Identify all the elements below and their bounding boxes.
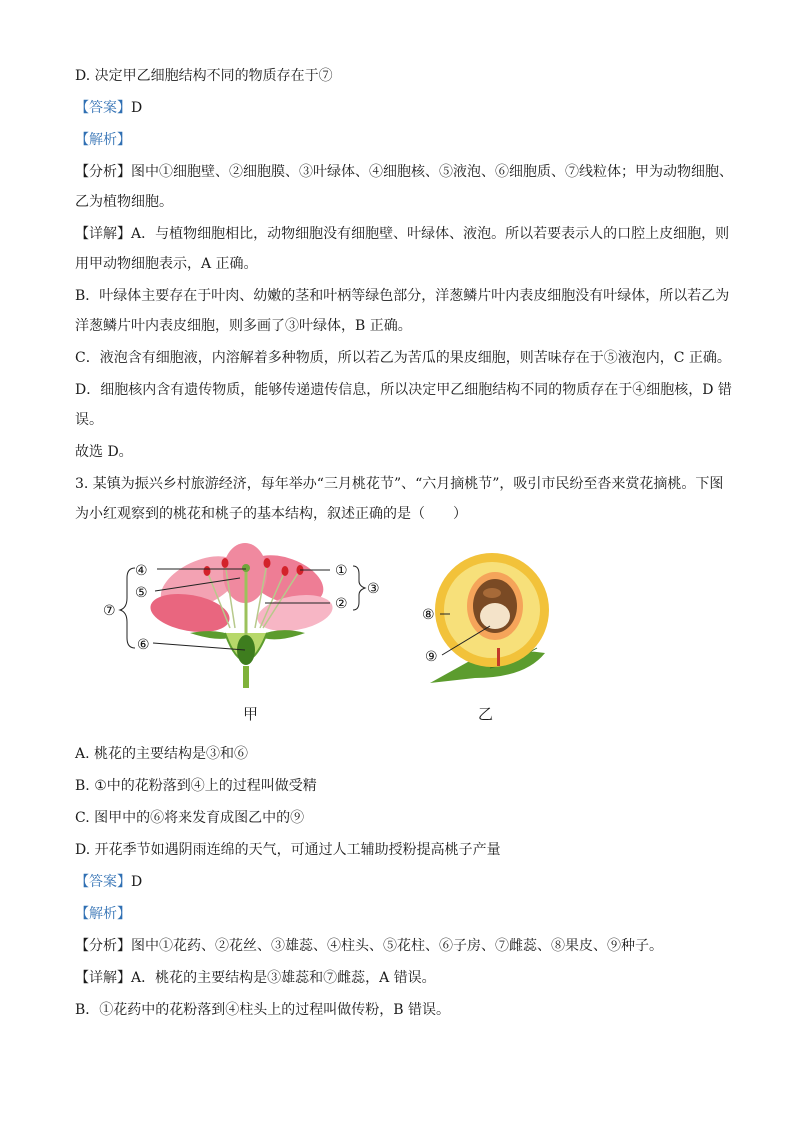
- fenxi-tag: 【分析】: [75, 164, 131, 180]
- q3-stem-1: 3. 某镇为振兴乡村旅游经济，每年举办“三月桃花节”、“六月摘桃节”，吸引市民纷至沓来赏花摘桃。下图: [75, 476, 724, 492]
- prev-xiangjie-b-2: 洋葱鳞片叶内表皮细胞，则多画了③叶绿体，B 正确。: [75, 318, 412, 334]
- q3-figure: [95, 538, 575, 728]
- prev-analysis-tag: 【解析】: [75, 132, 131, 148]
- prev-xiangjie-c: C．液泡含有细胞液，内溶解着多种物质，所以若乙为苦瓜的果皮细胞，则苦味存在于⑤液泡内，C 正确。: [75, 350, 731, 366]
- answer-value: D: [131, 874, 143, 890]
- label-6: ⑥: [137, 637, 150, 653]
- label-4: ④: [135, 563, 148, 579]
- q3-xiangjie-a: [75, 968, 725, 988]
- peach-fruit-illustration: [430, 553, 549, 683]
- q3-option-b: B. ①中的花粉落到④上的过程叫做受精: [75, 778, 317, 794]
- answer-tag: 【答案】: [75, 874, 131, 890]
- label-1: ①: [335, 563, 348, 579]
- prev-xiangjie-a-2: 用甲动物细胞表示，A 正确。: [75, 256, 258, 272]
- prev-fenxi-2: 乙为植物细胞。: [75, 194, 173, 210]
- prev-fenxi-1: [75, 162, 733, 182]
- caption-yi: 乙: [478, 705, 494, 723]
- xiangjie-text: A．与植物细胞相比，动物细胞没有细胞壁、叶绿体、液泡。所以若要表示人的口腔上皮细胞，则: [131, 226, 730, 242]
- q3-option-c: C. 图甲中的⑥将来发育成图乙中的⑨: [75, 810, 305, 826]
- prev-option-d: D. 决定甲乙细胞结构不同的物质存在于⑦: [75, 68, 333, 84]
- label-5: ⑤: [135, 585, 148, 601]
- xiangjie-tag: 【详解】: [75, 970, 131, 986]
- flower-and-peach-diagram: [95, 538, 575, 728]
- prev-xiangjie-b-1: B．叶绿体主要存在于叶肉、幼嫩的茎和叶柄等绿色部分，洋葱鳞片叶内表皮细胞没有叶绿体，所以若乙为: [75, 288, 730, 304]
- xiangjie-tag: 【详解】: [75, 226, 131, 242]
- prev-answer-line: [75, 98, 725, 118]
- label-8: ⑧: [422, 607, 435, 623]
- label-2: ②: [335, 596, 348, 612]
- q3-option-a: A. 桃花的主要结构是③和⑥: [75, 746, 249, 762]
- fenxi-text: 图中①花药、②花丝、③雄蕊、④柱头、⑤花柱、⑥子房、⑦雌蕊、⑧果皮、⑨种子。: [131, 938, 663, 954]
- xiangjie-text: A．桃花的主要结构是③雄蕊和⑦雌蕊，A 错误。: [131, 970, 436, 986]
- prev-xiangjie-a-1: [75, 224, 730, 244]
- q3-stem-2: 为小红观察到的桃花和桃子的基本结构，叙述正确的是（ ）: [75, 506, 467, 522]
- prev-xiangjie-d-1: D．细胞核内含有遗传物质，能够传递遗传信息，所以决定甲乙细胞结构不同的物质存在于④细胞核，D 错: [75, 382, 732, 398]
- q3-analysis-tag: 【解析】: [75, 906, 131, 922]
- fenxi-tag: 【分析】: [75, 938, 131, 954]
- label-3: ③: [367, 581, 380, 597]
- q3-option-d: D. 开花季节如遇阴雨连绵的天气，可通过人工辅助授粉提高桃子产量: [75, 842, 501, 858]
- label-7: ⑦: [103, 603, 116, 619]
- fenxi-text: 图中①细胞壁、②细胞膜、③叶绿体、④细胞核、⑤液泡、⑥细胞质、⑦线粒体；甲为动物细胞、: [131, 164, 733, 180]
- caption-jia: 甲: [243, 705, 259, 723]
- q3-fenxi: [75, 936, 725, 956]
- peach-flower-illustration: [147, 543, 335, 688]
- q3-answer-line: [75, 872, 725, 892]
- prev-xiangjie-d-2: 误。: [75, 412, 103, 428]
- label-9: ⑨: [425, 649, 438, 665]
- answer-value: D: [131, 100, 143, 116]
- prev-conclusion: 故选 D。: [75, 444, 133, 460]
- answer-tag: 【答案】: [75, 100, 131, 116]
- q3-xiangjie-b: B．①花药中的花粉落到④柱头上的过程叫做传粉，B 错误。: [75, 1002, 451, 1018]
